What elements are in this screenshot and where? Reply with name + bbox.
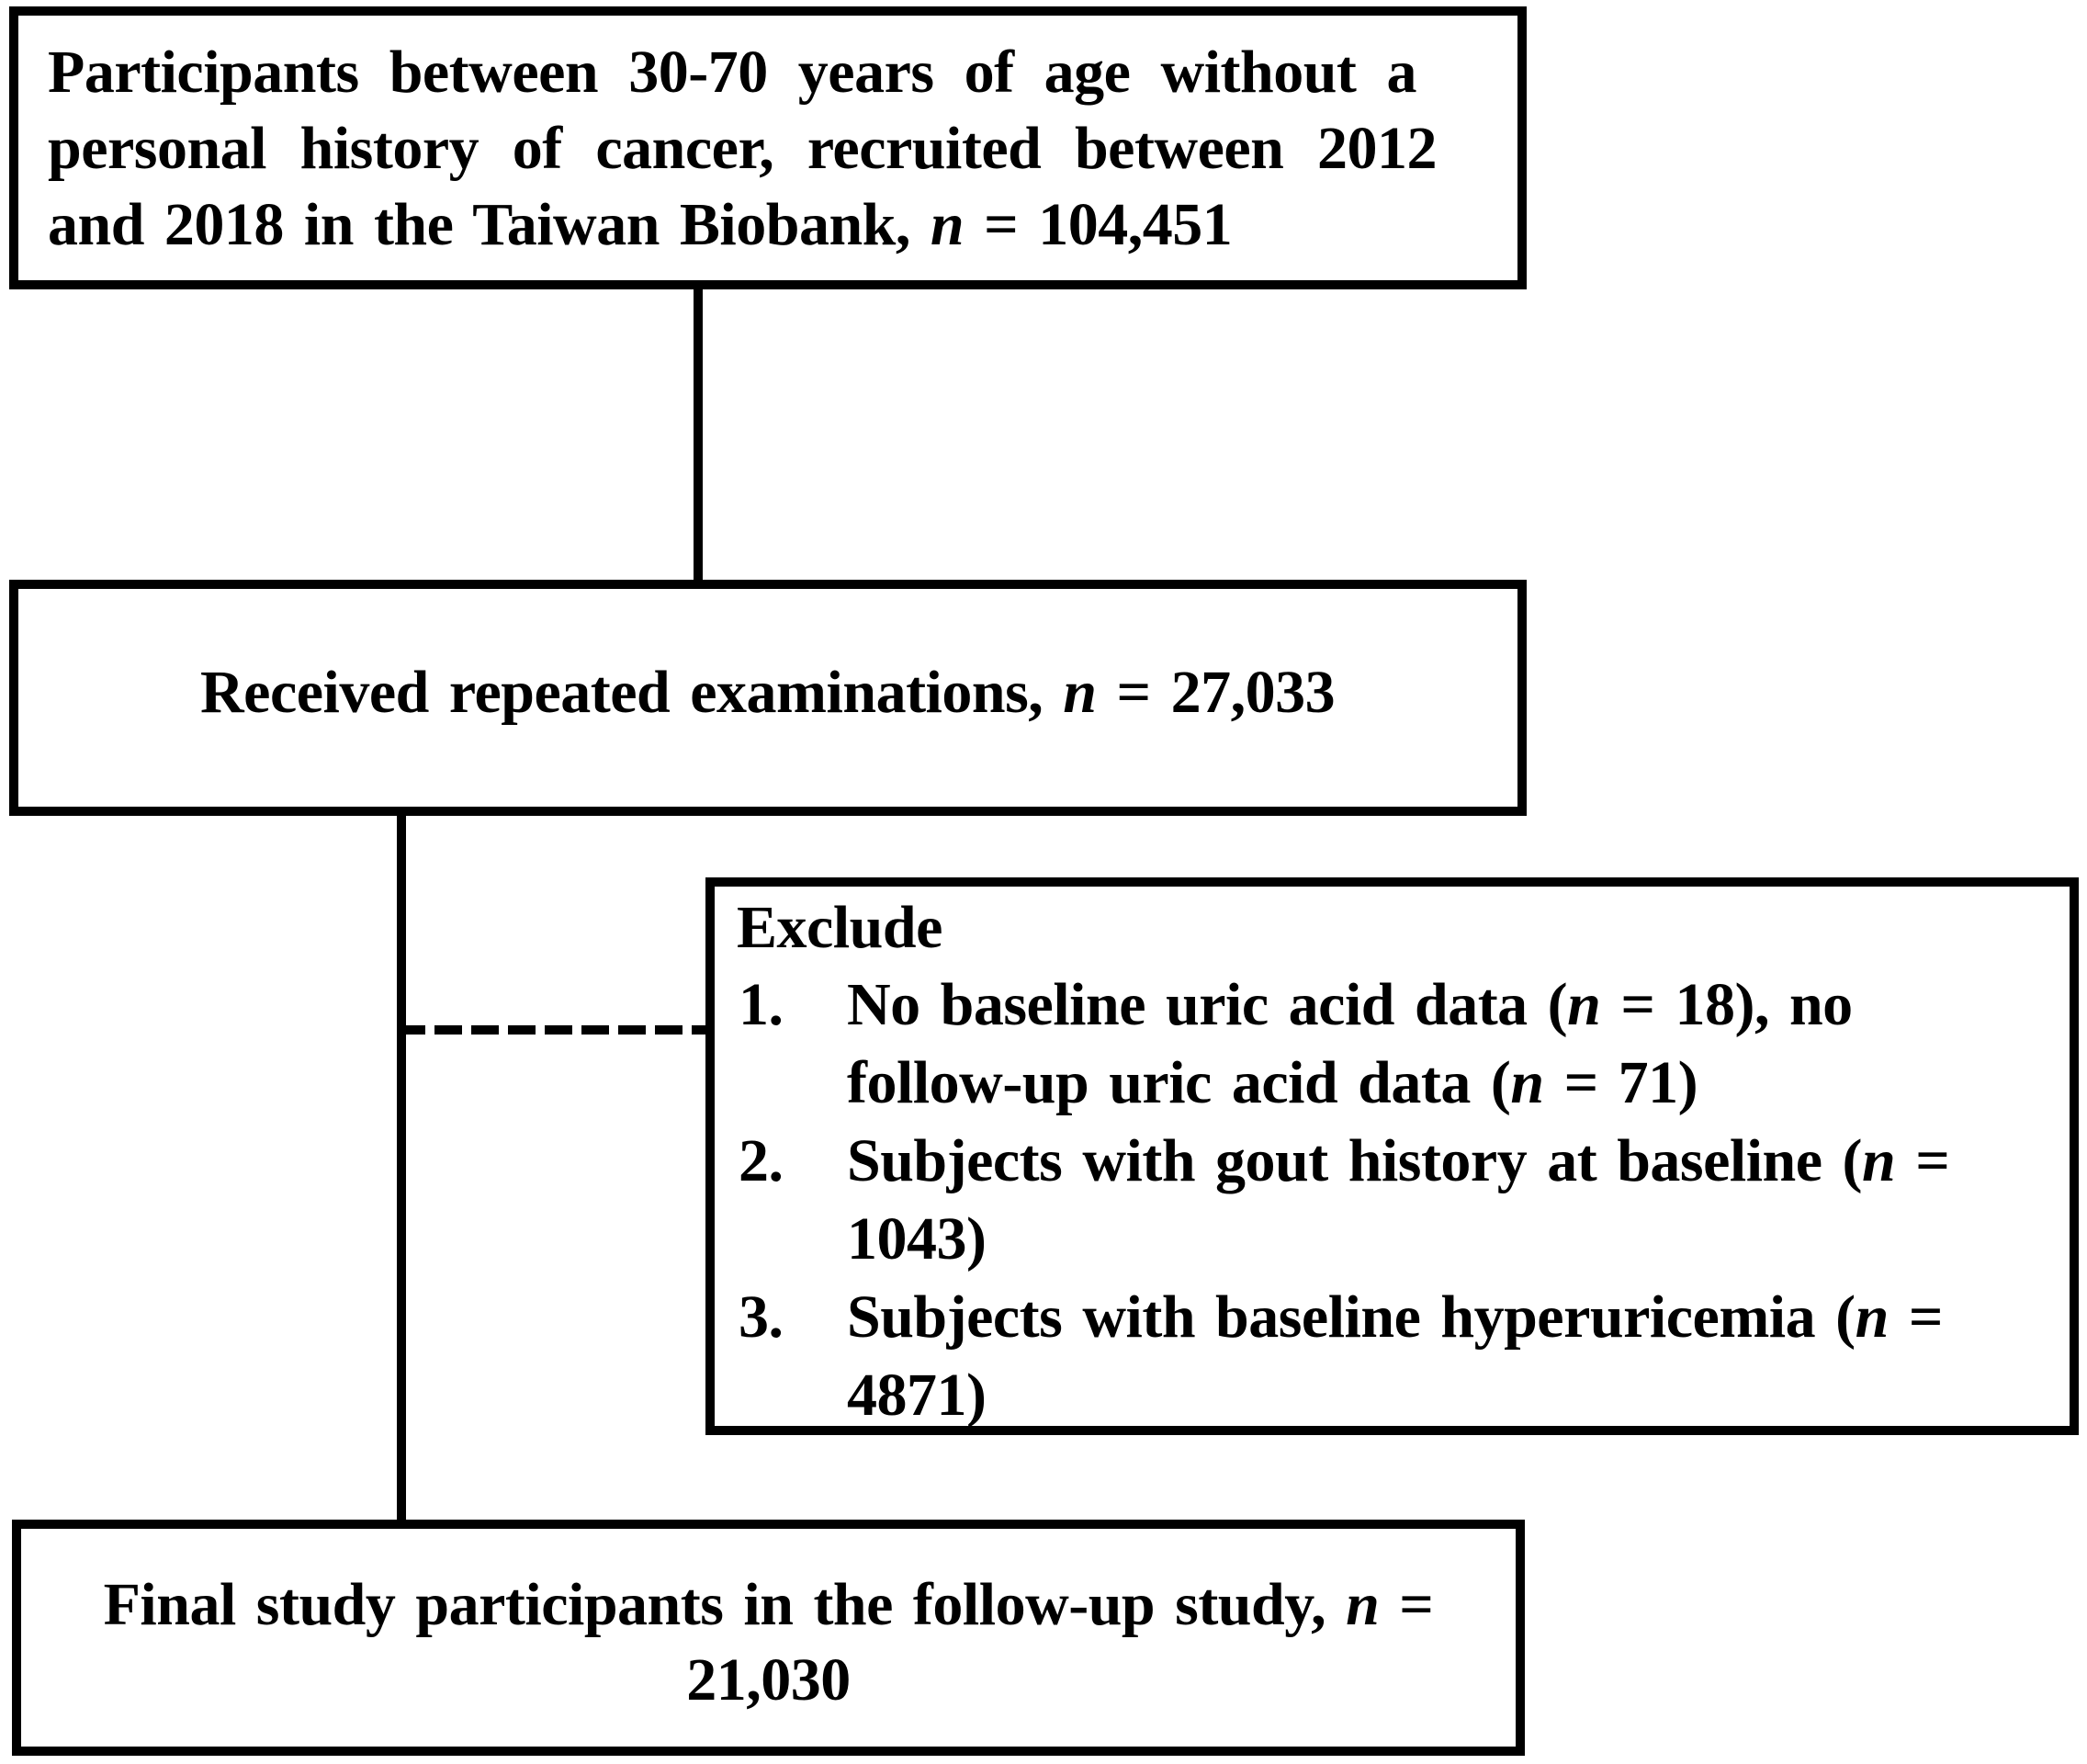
exclude-item-1-line-1 [847,971,1853,1038]
box2-text [200,659,1336,726]
n-symbol: n [1346,1571,1380,1638]
connector-box1-to-box2 [694,285,703,584]
exclude-item-1-line-2 [847,1049,1698,1116]
n-symbol: n [1063,659,1097,726]
dashed-connector-to-exclude [405,1025,706,1035]
box4-line-2: 21,030 [686,1646,851,1713]
box1-n-value: = 104,451 [964,191,1233,258]
n-symbol: n [1567,971,1601,1038]
exclude-item-2-line-1 [847,1127,1950,1194]
n-symbol: n [1862,1127,1896,1194]
box2-n-value: = 27,033 [1096,659,1336,726]
box1-line-2: personal history of cancer, recruited between 2012 [48,115,1437,182]
connector-box2-to-final [397,810,406,1525]
box1-line-1: Participants between 30-70 years of age without a [48,39,1416,106]
exclude-item-3-text: Subjects with baseline hyperuricemia ( [847,1283,1856,1351]
box1-line-3 [48,191,1233,258]
exclude-item-1-text: No baseline uric acid data ( [847,971,1568,1038]
exclude-title: Exclude [737,894,942,961]
exclude-item-3-line-2: 4871) [847,1362,987,1429]
exclude-item-2-line-2: 1043) [847,1205,987,1272]
box4-equals: = [1379,1571,1434,1638]
exclude-item-1-number: 1. [739,971,784,1038]
exclude-item-2-text: Subjects with gout history at baseline ( [847,1127,1863,1194]
exclude-item-3-number: 3. [739,1283,784,1351]
exclude-item-1-text-cont: follow-up uric acid data ( [847,1049,1511,1116]
n-symbol: n [930,191,965,258]
n-symbol: n [1855,1283,1889,1351]
box4-line-1 [21,1571,1516,1638]
exclude-item-2-number: 2. [739,1127,784,1194]
n-symbol: n [1510,1049,1544,1116]
exclude-item-1-count: = 18), no [1600,971,1853,1038]
box2-label: Received repeated examinations, [200,659,1064,726]
box1-line-3-text: and 2018 in the Taiwan Biobank, [48,191,931,258]
exclude-item-3-equals: = [1888,1283,1943,1351]
exclude-item-1-count-2: = 71) [1543,1049,1698,1116]
exclude-item-3-line-1 [847,1283,1943,1351]
exclude-item-2-equals: = [1895,1127,1950,1194]
box4-text: Final study participants in the follow-up study, [103,1571,1347,1638]
